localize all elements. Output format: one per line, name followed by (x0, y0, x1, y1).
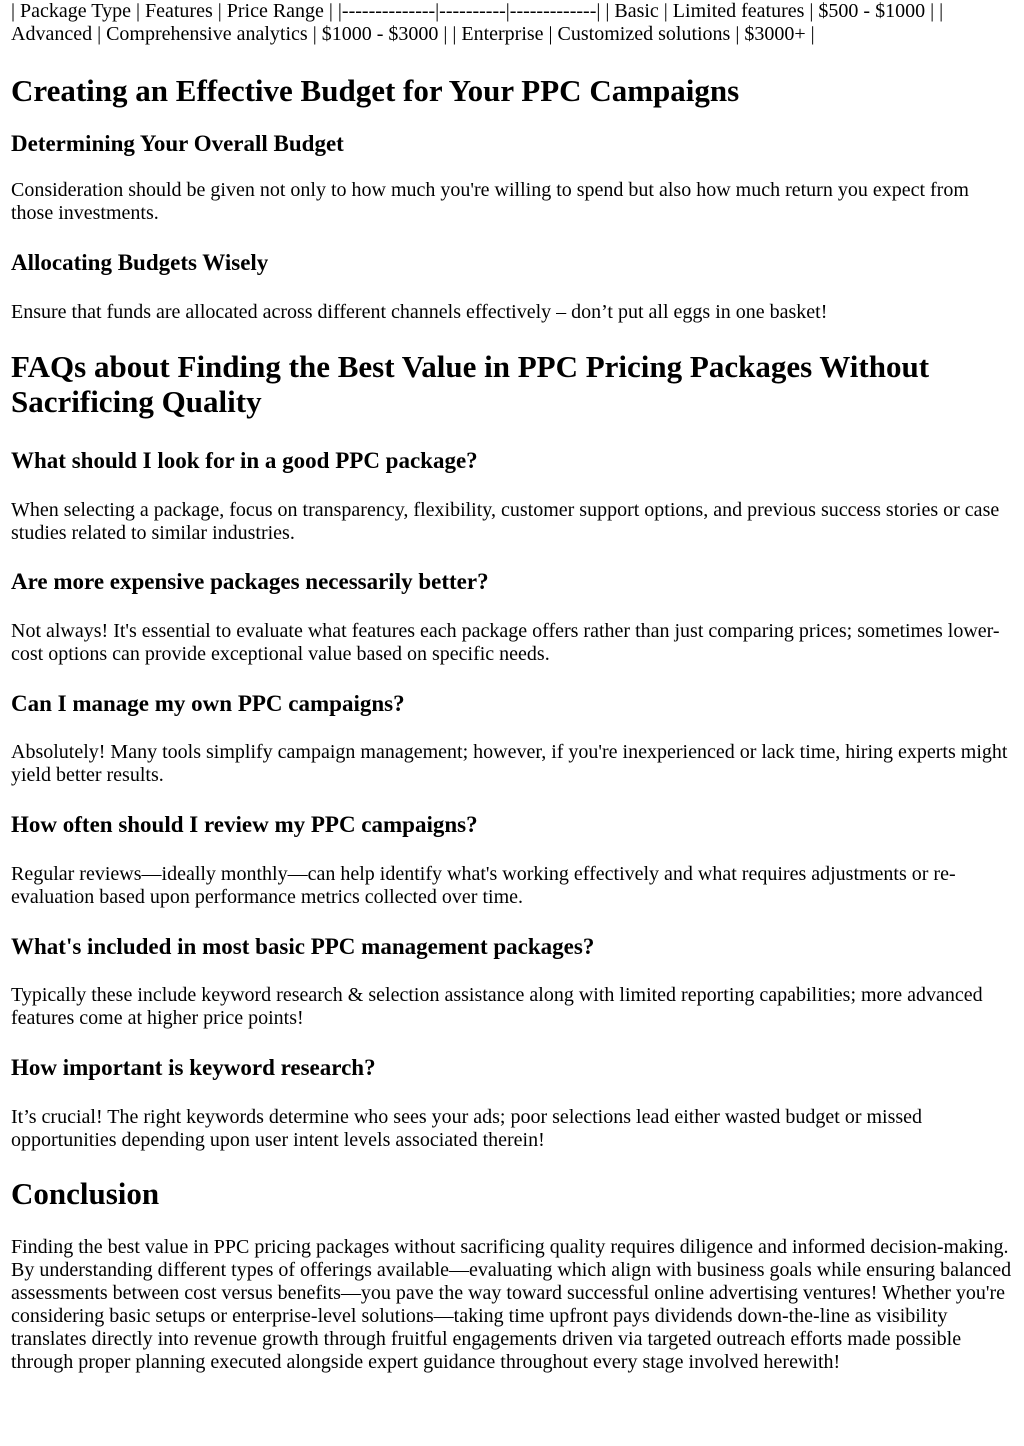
faq-answer: It’s crucial! The right keywords determine who sees your ads; poor selections lead either wasted budget or missed opportunities depending upon user intent levels associated therein! (11, 1106, 923, 1151)
budget-section-text: Ensure that funds are allocated across different channels effectively – don’t put all eggs in one basket! (11, 301, 828, 323)
faq-question: What's included in most basic PPC management packages? (11, 934, 595, 959)
conclusion-heading: Conclusion (11, 1176, 160, 1211)
faq-question: How important is keyword research? (11, 1055, 376, 1080)
faq-answer: Typically these include keyword research & selection assistance along with limited reporting capabilities; more advanced features come at higher price points! (11, 984, 983, 1029)
budget-heading: Creating an Effective Budget for Your PPC Campaigns (11, 73, 740, 108)
budget-section-text: Consideration should be given not only to how much you're willing to spend but also how much return you expect from those investments. (11, 179, 969, 224)
faq-answer: Absolutely! Many tools simplify campaign management; however, if you're inexperienced or lack time, hiring experts might yield better results. (11, 741, 1008, 786)
faq-question: How often should I review my PPC campaigns? (11, 812, 478, 837)
raw-table-text: | Package Type | Features | Price Range | |--------------|----------|-------------| | Basic | Limited features | $500 - $1000 | | Advanced | Comprehensive analytics | $1000 - $3000 | | Enterprise | Customized solutions | $3000+ | (11, 0, 944, 45)
faq-heading: FAQs about Finding the Best Value in PPC Pricing Packages Without Sacrificing Quality (11, 349, 930, 419)
faq-question: What should I look for in a good PPC package? (11, 448, 478, 473)
budget-section-heading: Determining Your Overall Budget (11, 131, 344, 156)
budget-section-heading: Allocating Budgets Wisely (11, 250, 269, 275)
faq-question: Are more expensive packages necessarily better? (11, 569, 489, 594)
faq-answer: When selecting a package, focus on transparency, flexibility, customer support options, and previous success stories or case studies related to similar industries. (11, 499, 1000, 544)
faq-question: Can I manage my own PPC campaigns? (11, 691, 405, 716)
faq-answer: Regular reviews—ideally monthly—can help identify what's working effectively and what requires adjustments or re-evaluation based upon performance metrics collected over time. (11, 863, 956, 908)
conclusion-text: Finding the best value in PPC pricing packages without sacrificing quality requires diligence and informed decision-making. By understanding different types of offerings available—evaluating which align with business goals while ensuring balanced assessments between cost versus benefits—you pave the way toward successful online advertising ventures! Whether you're considering basic setups or enterprise-level solutions—taking time upfront pays dividends down-the-line as visibility translates directly into revenue growth through fruitful engagements driven via targeted outreach efforts made possible through proper planning executed alongside expert guidance throughout every stage involved herewith! (11, 1236, 1012, 1373)
faq-answer: Not always! It's essential to evaluate what features each package offers rather than just comparing prices; sometimes lower-cost options can provide exceptional value based on specific needs. (11, 620, 1000, 665)
